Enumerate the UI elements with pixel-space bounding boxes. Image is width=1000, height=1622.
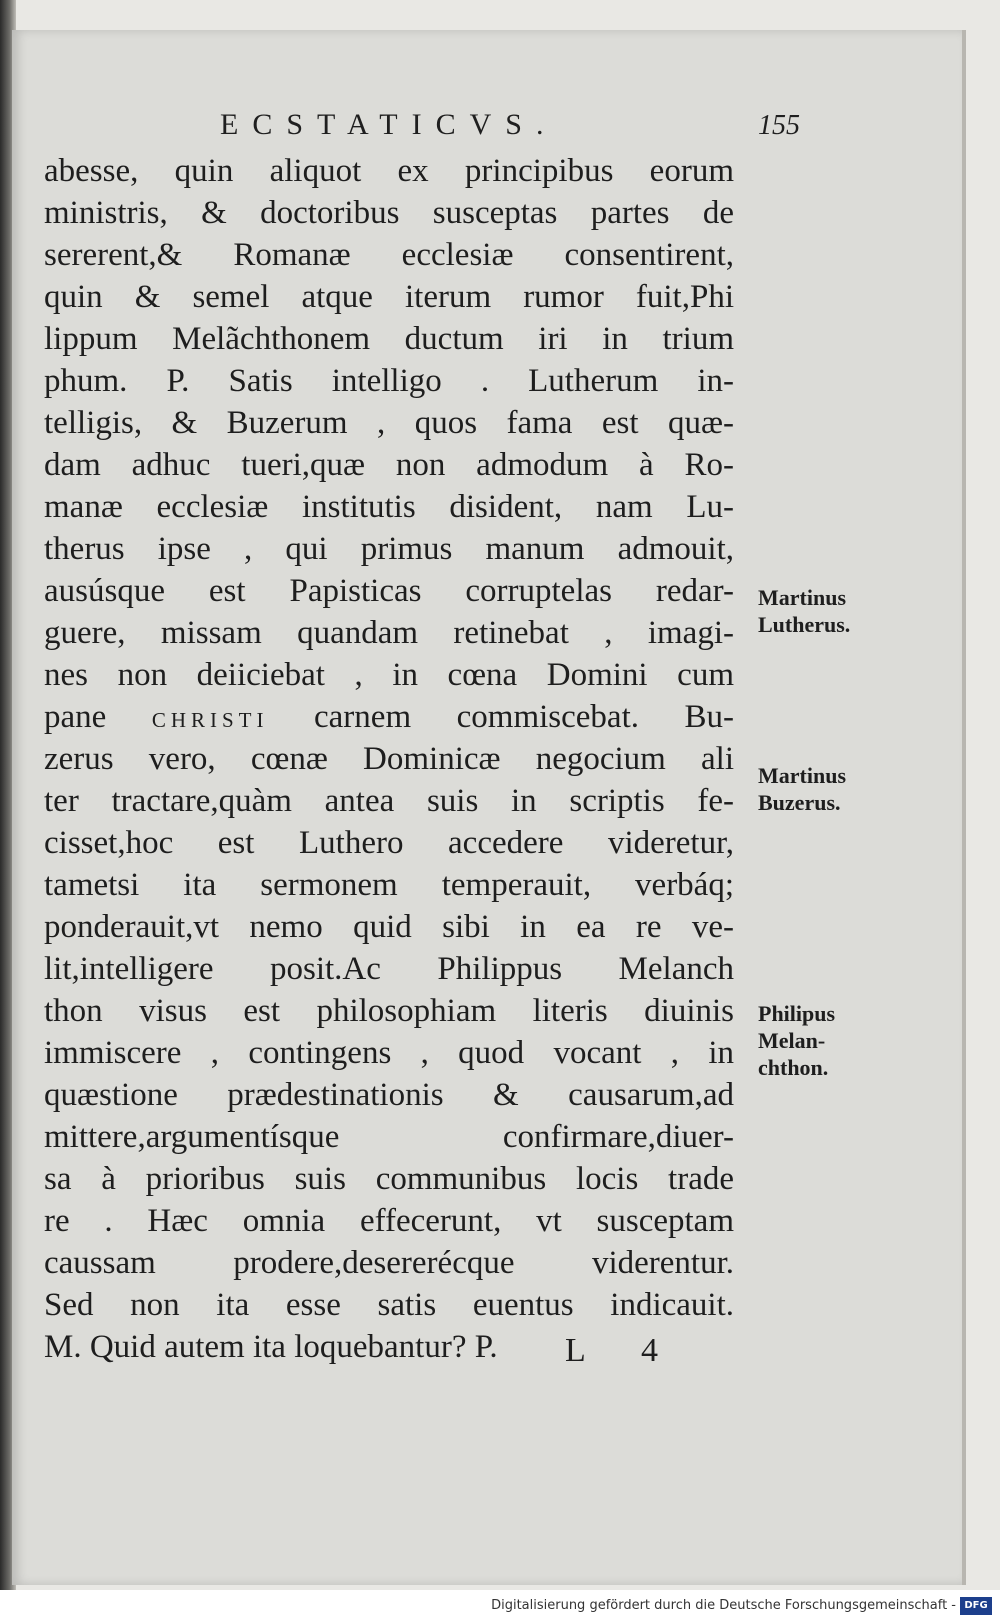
text-line: ponderauit,vt nemo quid sibi in ea re ve-: [44, 909, 734, 945]
text-line: dam adhuc tueri,quæ non admodum à Ro-: [44, 447, 734, 483]
funding-credit: Digitalisierung gefördert durch die Deutsche Forschungsgemeinschaft -: [491, 1598, 956, 1613]
text-line: sererent,& Romanæ ecclesiæ consentirent,: [44, 237, 734, 273]
dfg-logo-icon: DFG: [960, 1597, 992, 1615]
text-line: lippum Melãchthonem ductum iri in trium: [44, 321, 734, 357]
text-line: nes non deiiciebat , in cœna Domini cum: [44, 657, 734, 693]
text-line: M. Quid autem ita loquebantur? P.: [44, 1329, 498, 1365]
margin-note-line: Martinus: [758, 585, 846, 610]
text-line-christi: [44, 696, 734, 738]
body-text: [44, 150, 734, 1368]
text-line: manæ ecclesiæ institutis disident, nam Lu-: [44, 489, 734, 525]
text-line: ter tractare,quàm antea suis in scriptis fe-: [44, 783, 734, 819]
text-line: abesse, quin aliquot ex principibus eorum: [44, 153, 734, 189]
margin-note-line: Melan-: [758, 1028, 826, 1053]
text-line: telligis, & Buzerum , quos fama est quæ-: [44, 405, 734, 441]
text-line: cisset,hoc est Luthero accedere videretur,: [44, 825, 734, 861]
text-segment: carnem commiscebat. Bu-: [268, 699, 734, 735]
margin-note-line: chthon.: [758, 1055, 829, 1080]
text-line: mittere,argumentísque confirmare,diuer-: [44, 1119, 734, 1155]
text-line: tametsi ita sermonem temperauit, verbáq;: [44, 867, 734, 903]
text-segment: pane: [44, 699, 152, 735]
text-line: lit,intelligere posit.Ac Philippus Melanch: [44, 951, 734, 987]
text-line: ministris, & doctoribus susceptas partes de: [44, 195, 734, 231]
footer-bar: [0, 1592, 1000, 1622]
text-line: therus ipse , qui primus manum admouit,: [44, 531, 734, 567]
page-number: 155: [758, 110, 800, 141]
margin-note-buzer: [758, 762, 846, 816]
page-header: [210, 108, 910, 148]
text-line: ausúsque est Papisticas corruptelas redar-: [44, 573, 734, 609]
text-line: re . Hæc omnia effecerunt, vt susceptam: [44, 1203, 734, 1239]
margin-note-line: Buzerus.: [758, 790, 841, 815]
text-line: thon visus est philosophiam literis diuinis: [44, 993, 734, 1029]
margin-note-melanchthon: [758, 1000, 835, 1081]
text-line: caussam prodere,desererécque viderentur.: [44, 1245, 734, 1281]
text-line: phum. P. Satis intelligo . Lutherum in-: [44, 363, 734, 399]
text-line: guere, missam quandam retinebat , imagi-: [44, 615, 734, 651]
margin-note-line: Philipus: [758, 1001, 836, 1026]
text-line: immiscere , contingens , quod vocant , in: [44, 1035, 734, 1071]
text-line: quæstione prædestinationis & causarum,ad: [44, 1077, 734, 1113]
margin-note-line: Martinus: [758, 763, 846, 788]
margin-note-luther: [758, 584, 850, 638]
text-line: zerus vero, cœnæ Dominicæ negocium ali: [44, 741, 734, 777]
text-line: sa à prioribus suis communibus locis trade: [44, 1161, 734, 1197]
text-line: Sed non ita esse satis euentus indicauit.: [44, 1287, 734, 1323]
running-head: ECSTATICVS.: [220, 108, 558, 141]
margin-note-line: Lutherus.: [758, 612, 851, 637]
smallcaps-christi: CHRISTI: [151, 708, 269, 732]
text-line: quin & semel atque iterum rumor fuit,Phi: [44, 279, 734, 315]
signature-mark: L 4: [565, 1332, 683, 1369]
